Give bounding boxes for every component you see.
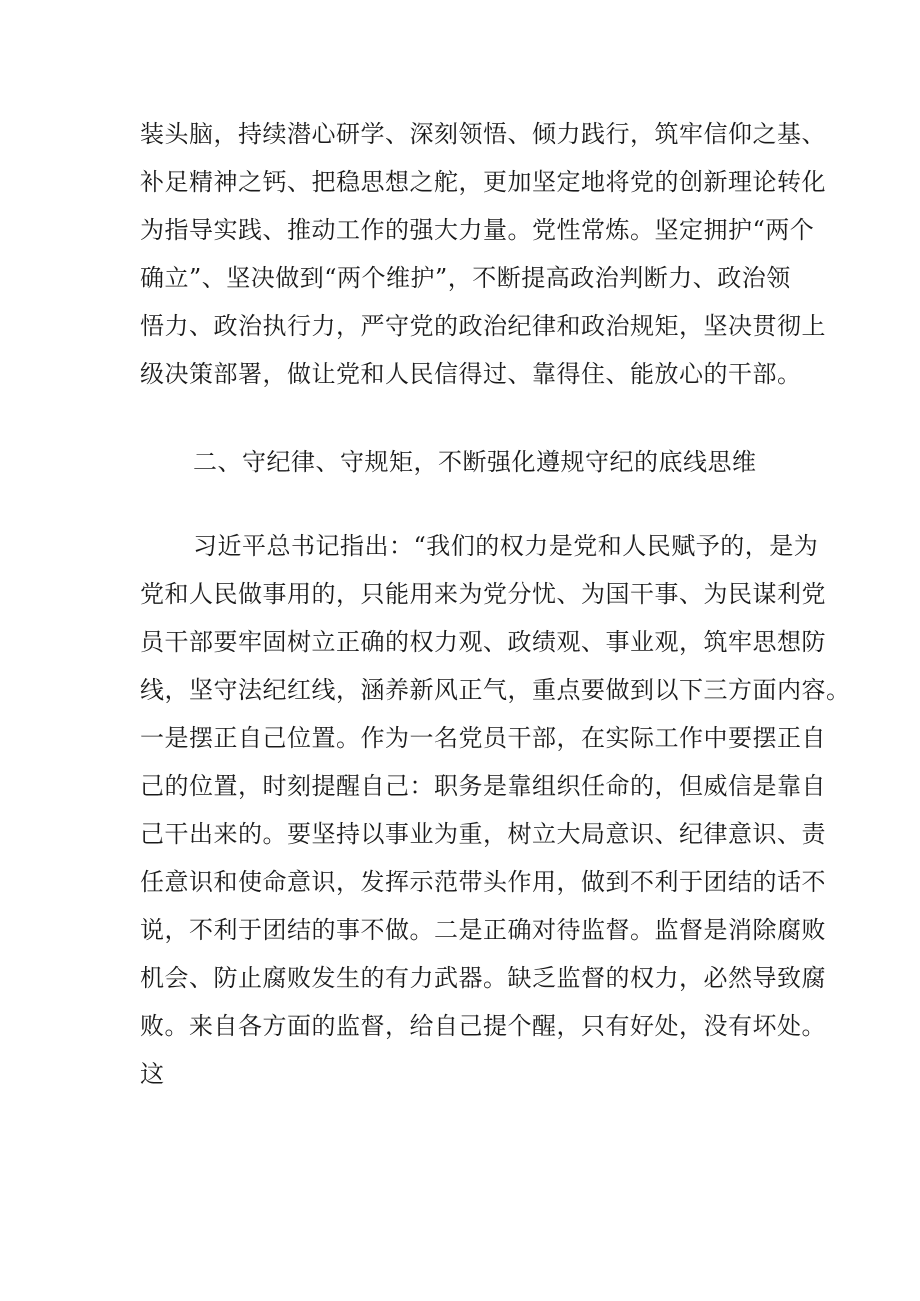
text-line: 级决策部署，做让党和人民信得过、靠得住、能放心的干部。 [140, 360, 802, 388]
text-line: 任意识和使命意识，发挥示范带头作用，做到不利于团结的话不 [140, 868, 826, 896]
text-line: 线，坚守法纪红线，涵养新风正气，重点要做到以下三方面内容。 [140, 676, 851, 704]
text-line: 说，不利于团结的事不做。二是正确对待监督。监督是消除腐败 [140, 916, 826, 944]
text-line: 党和人民做事用的，只能用来为党分忧、为国干事、为民谋利党 [140, 580, 826, 608]
text-line: 装头脑，持续潜心研学、深刻领悟、倾力践行，筑牢信仰之基、 [140, 120, 826, 148]
text-line: 习近平总书记指出：“我们的权力是党和人民赋予的，是为 [193, 532, 819, 560]
text-line: 一是摆正自己位置。作为一名党员干部，在实际工作中要摆正自 [140, 724, 826, 752]
text-line: 这 [140, 1060, 165, 1088]
text-line: 败。来自各方面的监督，给自己提个醒，只有好处，没有坏处。 [140, 1012, 826, 1040]
text-line: 悟力、政治执行力，严守党的政治纪律和政治规矩，坚决贯彻上 [140, 312, 826, 340]
text-line: 确立”、坚决做到“两个维护”，不断提高政治判断力、政治领 [140, 264, 791, 292]
text-line: 员干部要牢固树立正确的权力观、政绩观、事业观，筑牢思想防 [140, 628, 826, 656]
text-line: 己的位置，时刻提醒自己：职务是靠组织任命的，但威信是靠自 [140, 772, 826, 800]
text-line: 己干出来的。要坚持以事业为重，树立大局意识、纪律意识、责 [140, 820, 826, 848]
text-line: 机会、防止腐败发生的有力武器。缺乏监督的权力，必然导致腐 [140, 964, 826, 992]
section-heading: 二、守纪律、守规矩，不断强化遵规守纪的底线思维 [193, 448, 757, 476]
text-line: 补足精神之钙、把稳思想之舵，更加坚定地将党的创新理论转化 [140, 168, 826, 196]
text-line: 为指导实践、推动工作的强大力量。党性常炼。坚定拥护“两个 [140, 216, 815, 244]
